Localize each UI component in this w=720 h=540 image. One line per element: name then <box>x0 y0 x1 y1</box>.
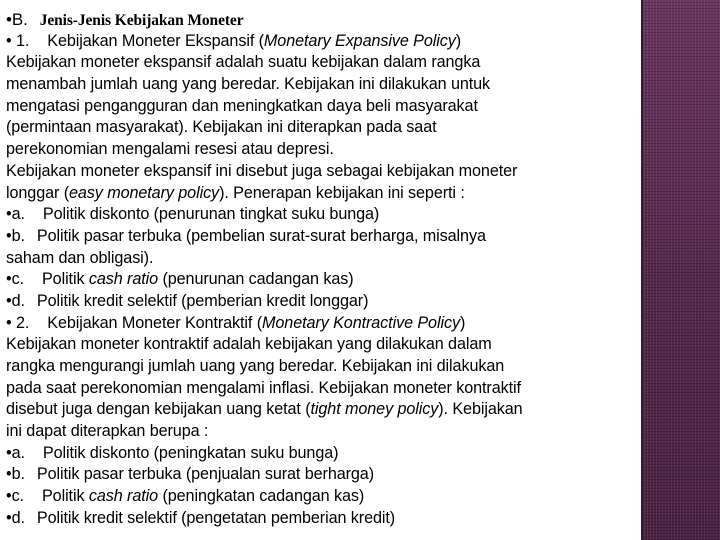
paragraph-line: menambah jumlah uang yang beredar. Kebijakan ini dilakukan untuk <box>6 75 491 94</box>
text-span: longgar ( <box>6 183 69 202</box>
heading-bullet: •B. <box>6 10 28 29</box>
subsection-1-title-text: Kebijakan Moneter Ekspansif ( <box>47 31 264 50</box>
list-text: Politik pasar terbuka (pembelian surat-surat berharga, misalnya <box>36 226 486 245</box>
list-item <box>6 443 636 465</box>
italic-term: cash ratio <box>88 487 159 506</box>
list-text: Politik kredit selektif (pengetatan pemberian kredit) <box>36 508 396 527</box>
list-bullet: •d. <box>6 508 25 527</box>
list-item <box>6 291 636 313</box>
list-bullet: •a. <box>6 443 25 462</box>
list-text: Politik kredit selektif (pemberian kredit longgar) <box>36 291 369 310</box>
list-text: Politik <box>41 487 89 506</box>
sidebar-edge <box>641 0 643 540</box>
paragraph-line: pada saat perekonomian mengalami inflasi. Kebijakan moneter kontraktif <box>6 378 521 397</box>
decorative-sidebar <box>641 0 720 540</box>
list-text: (peningkatan cadangan kas) <box>158 487 365 506</box>
list-bullet: •b. <box>6 226 25 245</box>
list-bullet: •c. <box>6 270 24 289</box>
list-bullet: •a. <box>6 205 25 224</box>
list-text: Politik <box>41 270 89 289</box>
paragraph-line: ini dapat diterapkan berupa : <box>6 422 209 441</box>
text-span: disebut juga dengan kebijakan uang ketat ( <box>6 400 311 419</box>
list-item-continuation: saham dan obligasi). <box>6 248 154 267</box>
list-text: (penurunan cadangan kas) <box>158 270 354 289</box>
subsection-1-title-italic: Monetary Expansive Policy <box>263 31 456 50</box>
list-item <box>6 204 636 226</box>
list-item <box>6 226 636 248</box>
subsection-2-title-close: ) <box>459 313 466 332</box>
paragraph-line: Kebijakan moneter ekspansif ini disebut juga sebagai kebijakan moneter <box>6 161 518 180</box>
paragraph-line: (permintaan masyarakat). Kebijakan ini diterapkan pada saat <box>6 118 437 137</box>
list-text: Politik diskonto (peningkatan suku bunga) <box>42 443 339 462</box>
subsection-2-title <box>6 313 636 335</box>
subsection-2-title-text: Kebijakan Moneter Kontraktif ( <box>47 313 263 332</box>
paragraph-line: Kebijakan moneter ekspansif adalah suatu kebijakan dalam rangka <box>6 53 481 72</box>
list-item <box>6 486 636 508</box>
paragraph-line <box>6 399 636 421</box>
paragraph-line: Kebijakan moneter kontraktif adalah kebijakan yang dilakukan dalam <box>6 335 492 354</box>
list-item <box>6 269 636 291</box>
italic-term: cash ratio <box>88 270 159 289</box>
heading-text: Jenis-Jenis Kebijakan Moneter <box>39 12 244 29</box>
subsection-2-title-italic: Monetary Kontractive Policy <box>262 313 460 332</box>
paragraph-line: mengatasi pengangguran dan meningkatkan daya beli masyarakat <box>6 96 478 115</box>
paragraph-line: rangka mengurangi jumlah uang yang beredar. Kebijakan ini dilakukan <box>6 357 505 375</box>
list-bullet: •b. <box>6 465 25 484</box>
section-heading <box>6 9 636 31</box>
subsection-1-title-close: ) <box>455 31 462 50</box>
list-item <box>6 508 636 530</box>
subsection-1-bullet: • 1. <box>6 31 30 50</box>
list-text: Politik pasar terbuka (penjualan surat berharga) <box>36 465 375 484</box>
list-item <box>6 464 636 486</box>
text-span: ). Kebijakan <box>438 400 523 419</box>
list-bullet: •d. <box>6 291 25 310</box>
subsection-1-title <box>6 31 636 53</box>
italic-term: tight money policy <box>310 400 439 419</box>
italic-term: easy monetary policy <box>69 183 220 202</box>
list-bullet: •c. <box>6 487 24 506</box>
list-text: Politik diskonto (penurunan tingkat suku bunga) <box>42 205 380 224</box>
text-span: ). Penerapan kebijakan ini seperti : <box>219 183 465 202</box>
slide-content <box>6 9 636 530</box>
subsection-2-bullet: • 2. <box>6 313 30 332</box>
paragraph-line <box>6 183 636 205</box>
paragraph-line: perekonomian mengalami resesi atau depresi. <box>6 140 334 159</box>
